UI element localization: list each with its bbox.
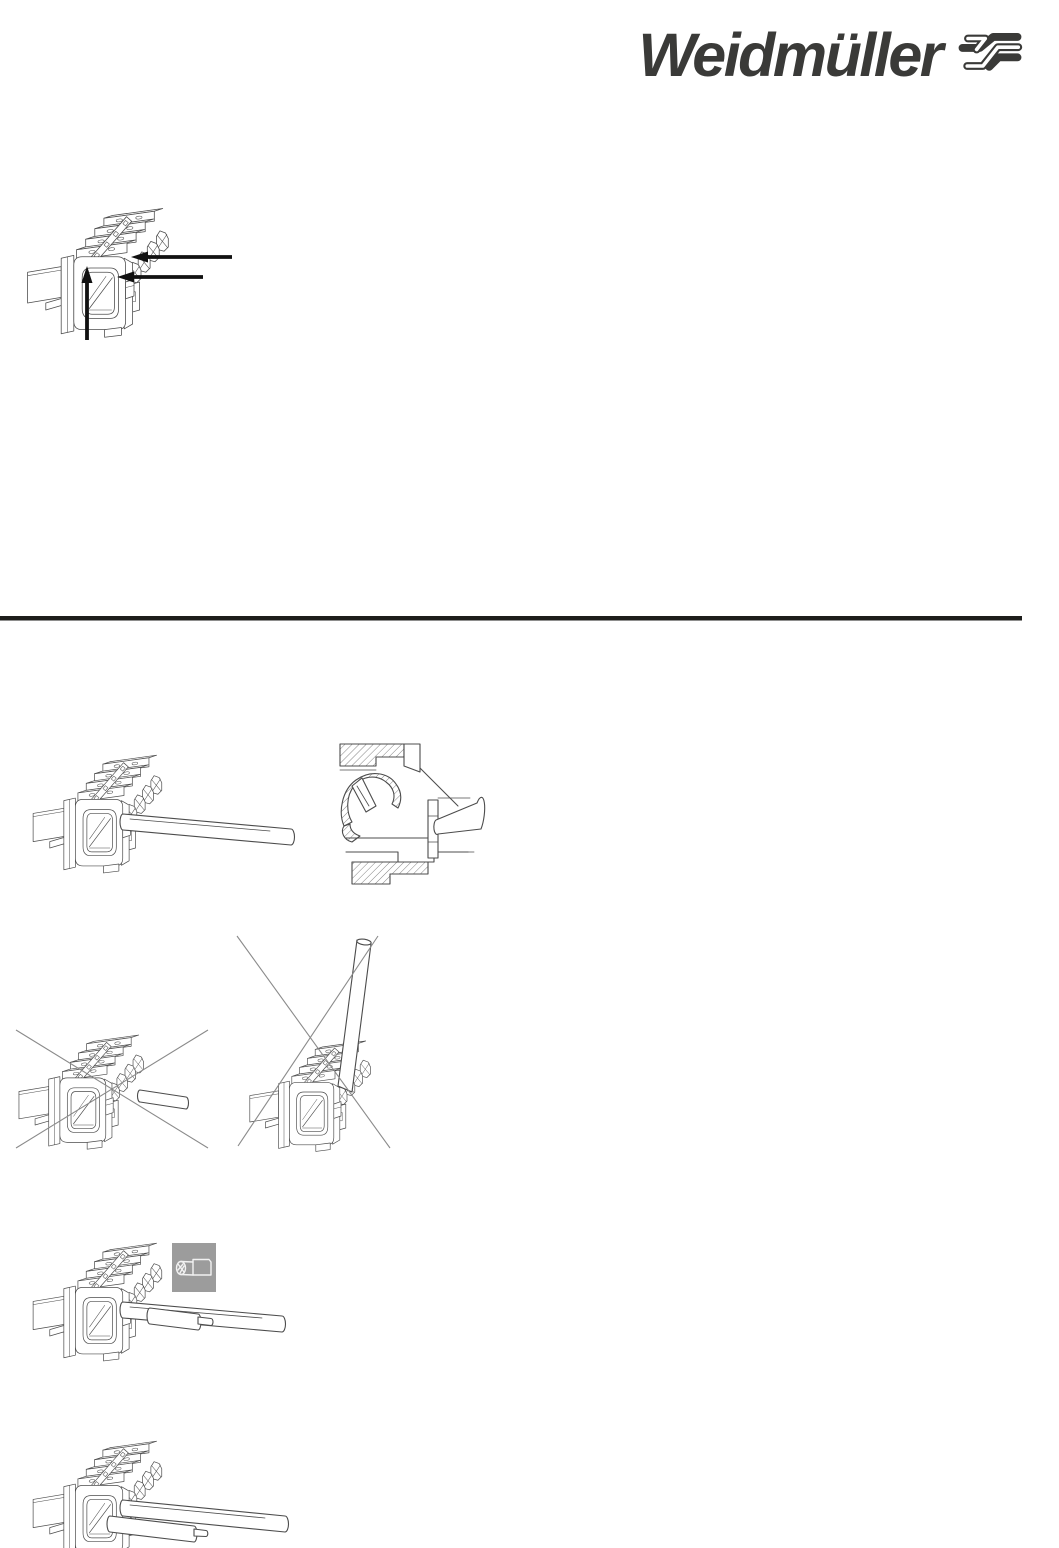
figure-connector-overview [28, 209, 232, 341]
ferrule-badge [172, 1243, 216, 1292]
arrow-pointing-left-lower [117, 272, 203, 283]
release-lever [352, 778, 376, 812]
arrow-pointing-left-upper [131, 252, 232, 263]
figure-wrong-entry-side [16, 1030, 208, 1149]
housing-top-wall [340, 744, 404, 766]
wire [120, 814, 295, 845]
figure-two-wires [33, 1441, 288, 1548]
brand-wordmark: Weidmüller [638, 21, 941, 89]
wire-tip [434, 797, 485, 834]
figure-wrong-entry-angle [237, 936, 390, 1151]
clamp-spring-section [341, 774, 400, 842]
figure-wire-insertion [33, 755, 294, 873]
housing-bottom-wall [352, 862, 428, 884]
figure-clamp-cross-section [340, 744, 485, 884]
section-divider [0, 616, 1022, 621]
figure-ferrule-wires [33, 1243, 285, 1361]
housing-step [404, 744, 420, 772]
badge-background [172, 1243, 216, 1292]
wire-stub [138, 1090, 189, 1109]
